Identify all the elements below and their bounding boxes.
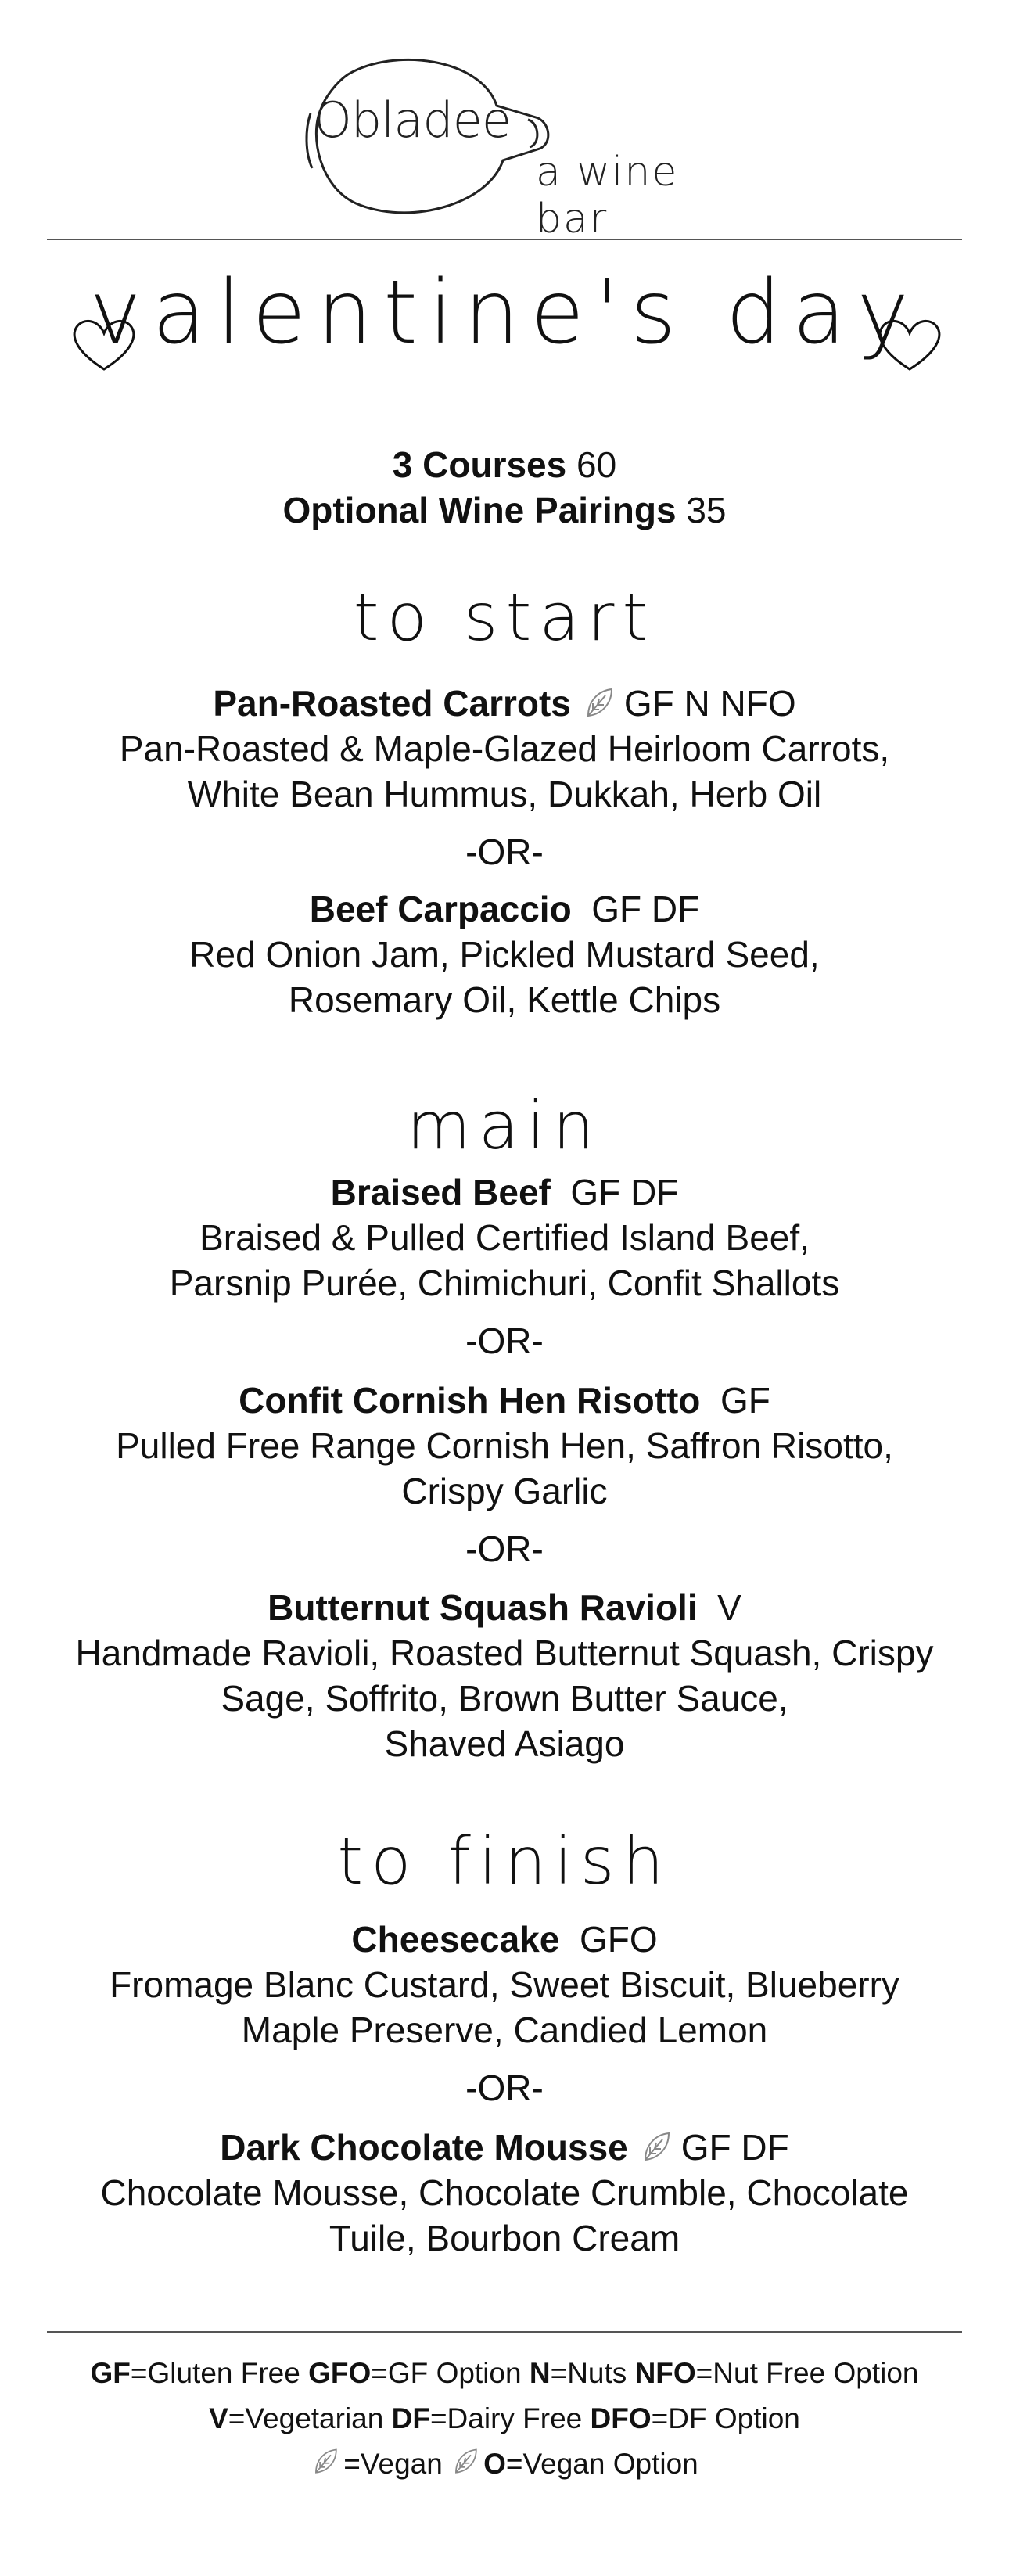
dish-description: Red Onion Jam, Pickled Mustard Seed,	[189, 934, 820, 975]
leaf-icon	[451, 2447, 480, 2477]
dish-name: Butternut Squash Ravioli	[268, 1587, 698, 1628]
dish-title	[0, 681, 1009, 726]
dish-title	[0, 1917, 1009, 1962]
dish-name: Beef Carpaccio	[309, 889, 572, 929]
dish-description: Maple Preserve, Candied Lemon	[241, 2010, 768, 2050]
dish-description: Handmade Ravioli, Roasted Butternut Squash, Crispy	[75, 1633, 934, 1673]
legend-line	[0, 2396, 1009, 2441]
legend-key: DFO	[590, 2402, 652, 2434]
pairing-label: Optional Wine Pairings	[282, 490, 677, 530]
legend-value: =GF Option	[371, 2357, 522, 2389]
or-separator: -OR-	[465, 1320, 544, 1361]
dish-description: White Bean Hummus, Dukkah, Herb Oil	[187, 774, 822, 814]
legend-key: O	[483, 2448, 506, 2480]
legend-value: =Nuts	[550, 2357, 627, 2389]
dish-name: Dark Chocolate Mousse	[220, 2127, 628, 2168]
dish-tags: GF N NFO	[623, 683, 796, 724]
dish-tags: GF	[720, 1380, 770, 1421]
leaf-icon	[582, 686, 616, 720]
dish-description: Rosemary Oil, Kettle Chips	[288, 979, 721, 1020]
dish-title	[0, 2125, 1009, 2170]
dish-title	[0, 886, 1009, 932]
divider	[47, 239, 962, 240]
legend-key: GF	[90, 2357, 131, 2389]
brand-tagline: a wine bar	[536, 149, 679, 243]
courses-label: 3 Courses	[392, 444, 567, 485]
page-title: valentine's day	[89, 262, 920, 364]
dish-name: Pan-Roasted Carrots	[213, 683, 571, 724]
leaf-icon	[311, 2447, 340, 2477]
dish-tags: GFO	[579, 1919, 658, 1960]
legend-key: V	[209, 2402, 228, 2434]
legend-value: =Gluten Free	[130, 2357, 300, 2389]
legend-value: =Vegan Option	[505, 2448, 698, 2480]
section-heading-finish: to finish	[337, 1823, 672, 1899]
legend-key: NFO	[634, 2357, 696, 2389]
or-separator: -OR-	[465, 832, 544, 872]
dish-name: Cheesecake	[351, 1919, 560, 1960]
brand-name: Obladee	[314, 92, 512, 149]
dish-description: Pulled Free Range Cornish Hen, Saffron Risotto,	[116, 1425, 893, 1466]
dish-title	[0, 1585, 1009, 1630]
pricing-courses	[0, 442, 1009, 487]
legend-key: DF	[391, 2402, 430, 2434]
dish-description: Parsnip Purée, Chimichuri, Confit Shallots	[169, 1263, 840, 1303]
divider	[47, 2331, 962, 2333]
dish-name: Confit Cornish Hen Risotto	[239, 1380, 701, 1421]
heart-icon	[874, 313, 945, 375]
dish-title	[0, 1378, 1009, 1423]
pricing-pairing	[0, 487, 1009, 533]
legend-key: GFO	[308, 2357, 372, 2389]
legend-value: =Vegetarian	[228, 2402, 384, 2434]
dish-description: Braised & Pulled Certified Island Beef,	[199, 1217, 810, 1258]
legend-key: N	[529, 2357, 551, 2389]
leaf-icon	[639, 2130, 673, 2165]
dish-description: Chocolate Mousse, Chocolate Crumble, Chocolate	[100, 2172, 909, 2213]
dish-tags: V	[717, 1587, 741, 1628]
pairing-price: 35	[686, 490, 727, 530]
legend-value: =Dairy Free	[429, 2402, 583, 2434]
dish-tags: GF DF	[570, 1172, 679, 1213]
dish-tags: GF DF	[680, 2127, 789, 2168]
dish-description: Pan-Roasted & Maple-Glazed Heirloom Carrots,	[119, 728, 890, 769]
or-separator: -OR-	[465, 1529, 544, 1569]
section-heading-main: main	[407, 1087, 602, 1164]
or-separator: -OR-	[465, 2068, 544, 2108]
courses-price: 60	[576, 444, 617, 485]
dish-description: Crispy Garlic	[401, 1471, 608, 1511]
legend-value: =Vegan	[343, 2448, 443, 2480]
dish-description: Fromage Blanc Custard, Sweet Biscuit, Blueberry	[110, 1964, 899, 2005]
legend-value: =DF Option	[651, 2402, 800, 2434]
dish-description: Shaved Asiago	[384, 1723, 625, 1764]
legend-line	[0, 2351, 1009, 2396]
dish-title	[0, 1169, 1009, 1215]
dish-name: Braised Beef	[330, 1172, 551, 1213]
dish-description: Sage, Soffrito, Brown Butter Sauce,	[221, 1678, 788, 1719]
brand-logo	[301, 43, 724, 243]
section-heading-start: to start	[353, 579, 656, 656]
dish-tags: GF DF	[591, 889, 700, 929]
legend-value: =Nut Free Option	[695, 2357, 919, 2389]
legend-line	[0, 2441, 1009, 2487]
dish-description: Tuile, Bourbon Cream	[329, 2218, 680, 2258]
